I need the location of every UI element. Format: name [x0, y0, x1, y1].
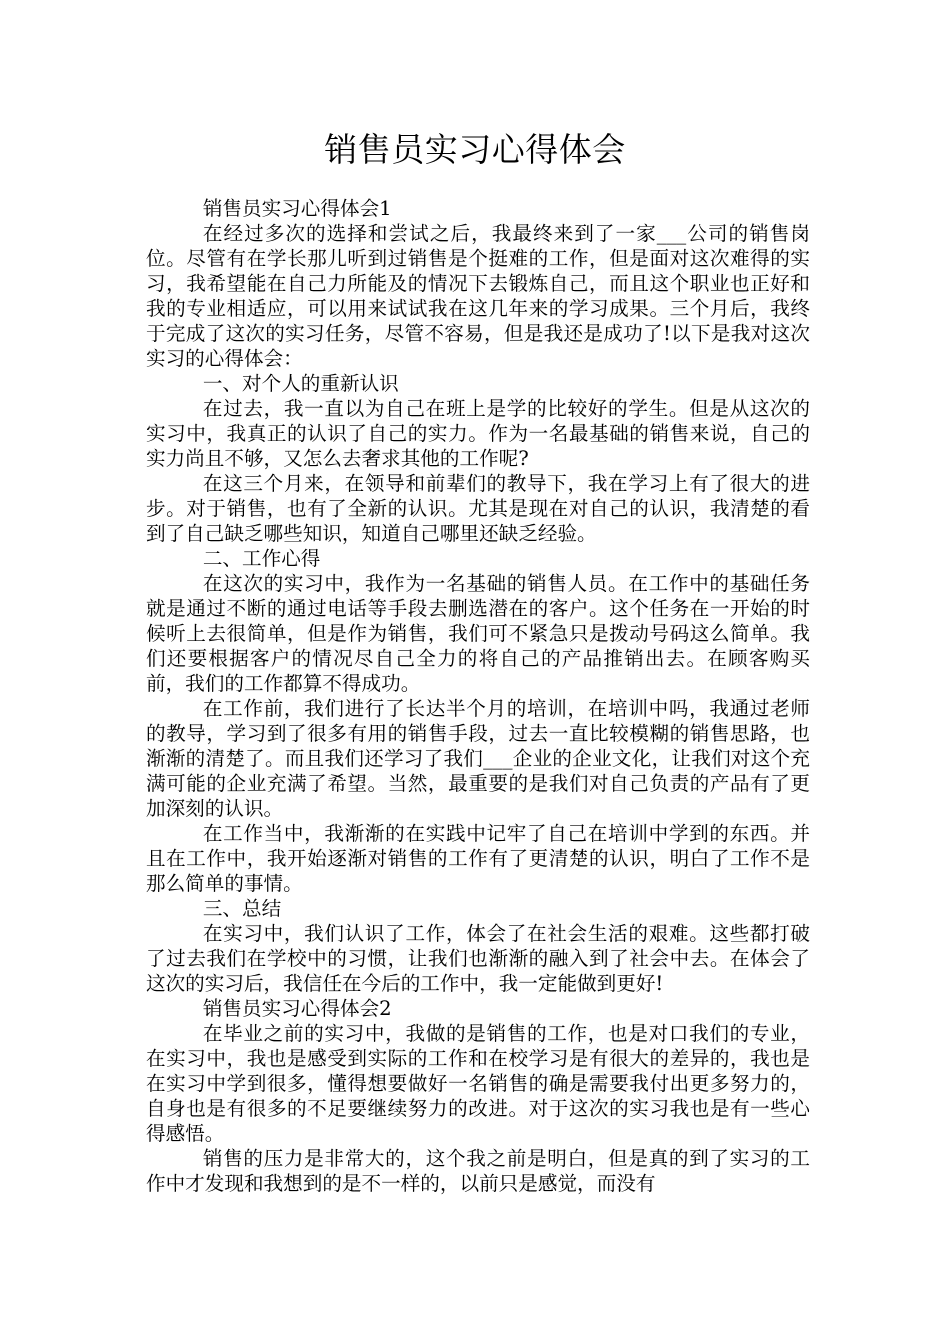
paragraph: 在工作前，我们进行了长达半个月的培训，在培训中吗，我通过老师的教导，学习到了很多有用的销售手段，过去一直比较模糊的销售思路，也渐渐的清楚了。而且我们还学习了我们___企业的企业文化，让我们对这个充满可能的企业充满了希望。当然，最重要的是我们对自己负责的产品有了更加深刻的认识。: [146, 697, 810, 820]
section-heading: 二、工作心得: [202, 547, 321, 570]
section-heading: 销售员实习心得体会2: [202, 997, 392, 1020]
section-heading: 一、对个人的重新认识: [202, 372, 399, 395]
document-title: 销售员实习心得体会: [324, 130, 626, 169]
paragraph: 在经过多次的选择和尝试之后，我最终来到了一家___公司的销售岗位。尽管有在学长那儿听到过销售是个挺难的工作，但是面对这次难得的实习，我希望能在自己力所能及的情况下去锻炼自己，而且这个职业也正好和我的专业相适应，可以用来试试我在这几年来的学习成果。三个月后，我终于完成了这次的实习任务，尽管不容易，但是我还是成功了!以下是我对这次实习的心得体会：: [146, 222, 810, 370]
paragraph: 销售的压力是非常大的，这个我之前是明白，但是真的到了实习的工作中才发现和我想到的是不一样的，以前只是感觉，而没有: [146, 1147, 810, 1195]
section-heading: 销售员实习心得体会1: [202, 197, 392, 220]
paragraph: 在这三个月来，在领导和前辈们的教导下，我在学习上有了很大的进步。对于销售，也有了全新的认识。尤其是现在对自己的认识，我清楚的看到了自己缺乏哪些知识，知道自己哪里还缺乏经验。: [146, 472, 810, 545]
document-body: [146, 196, 810, 1196]
section-heading: 三、总结: [202, 897, 282, 920]
paragraph: 在过去，我一直以为自己在班上是学的比较好的学生。但是从这次的实习中，我真正的认识了自己的实力。作为一名最基础的销售来说，自己的实力尚且不够，又怎么去奢求其他的工作呢?: [146, 397, 810, 470]
paragraph: 在实习中，我们认识了工作，体会了在社会生活的艰难。这些都打破了过去我们在学校中的习惯，让我们也渐渐的融入到了社会中去。在体会了这次的实习后，我信任在今后的工作中，我一定能做到更好!: [146, 922, 810, 995]
paragraph: 在这次的实习中，我作为一名基础的销售人员。在工作中的基础任务就是通过不断的通过电话等手段去删选潜在的客户。这个任务在一开始的时候听上去很简单，但是作为销售，我们可不紧急只是拨动号码这么简单。我们还要根据客户的情况尽自己全力的将自己的产品推销出去。在顾客购买前，我们的工作都算不得成功。: [146, 572, 810, 695]
paragraph: 在工作当中，我渐渐的在实践中记牢了自己在培训中学到的东西。并且在工作中，我开始逐渐对销售的工作有了更清楚的认识，明白了工作不是那么简单的事情。: [146, 822, 810, 895]
paragraph: 在毕业之前的实习中，我做的是销售的工作，也是对口我们的专业，在实习中，我也是感受到实际的工作和在校学习是有很大的差异的，我也是在实习中学到很多，懂得想要做好一名销售的确是需要我付出更多努力的，自身也是有很多的不足要继续努力的改进。对于这次的实习我也是有一些心得感悟。: [146, 1022, 810, 1145]
